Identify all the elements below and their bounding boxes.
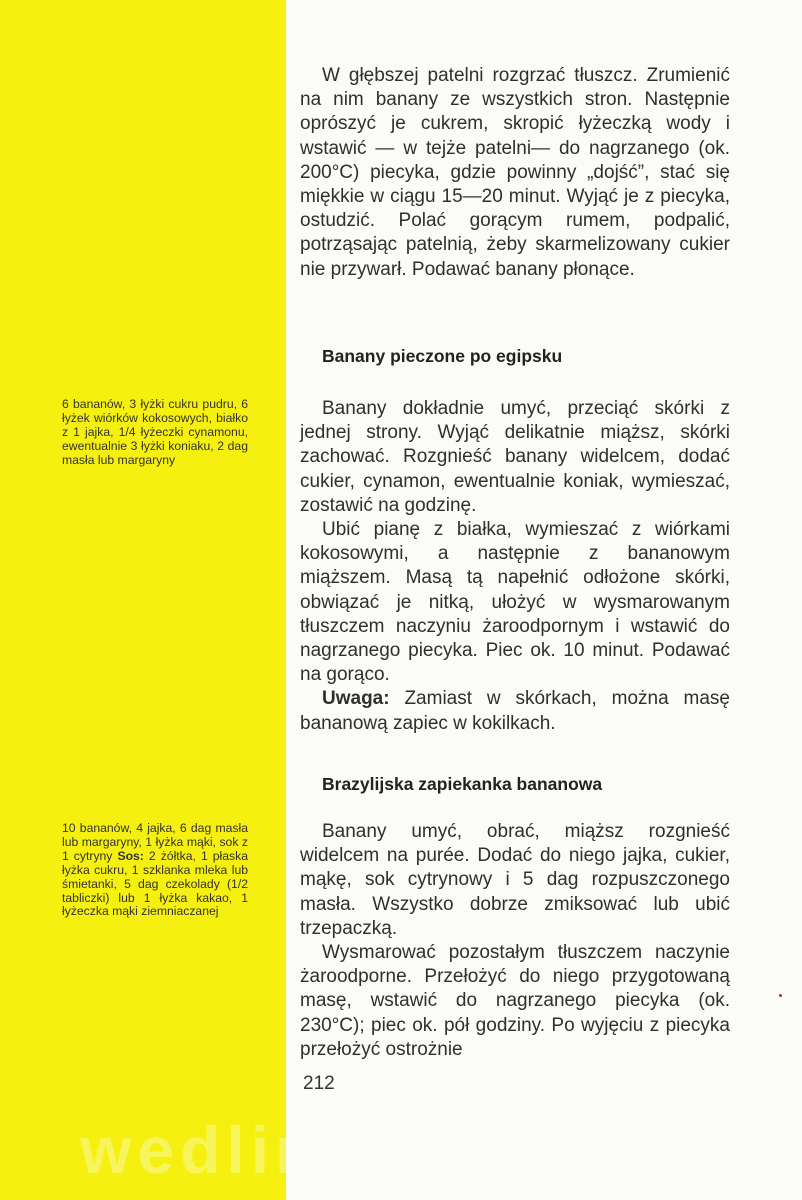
recipe1-ingredients: 6 bananów, 3 łyżki cukru pudru, 6 łyżek wiórków kokosowych, białko z 1 jajka, 1/4 łyżeczki cynamonu, ewentualnie 3 łyżki koniaku, 2 dag masła lub margaryny bbox=[62, 397, 248, 467]
sauce-ingredients: 2 żółtka, 1 płaska łyżka cukru, 1 szklanka mleka lub śmietanki, 5 dag czekolady (1/2 tabliczki) lub 1 łyżka kakao, 1 łyżeczka mąki ziemniaczanej bbox=[62, 848, 248, 919]
recipe2-ingredients-main: 10 bananów, 4 jajka, 6 dag masła lub margaryny, 1 łyżka mąki, sok z 1 cytryny bbox=[62, 821, 248, 863]
intro-paragraph: W głębszej patelni rozgrzać tłuszcz. Zrumienić na nim banany ze wszystkich stron. Następnie oprószyć je cukrem, skropić łyżeczką wody i wstawić — w tejże patelni— do nagrzanego (ok. 200°C) piecyka, gdzie powinny „dojść”, stać się miękkie w ciągu 15—20 minut. Wyjąć je z piecyka, ostudzić. Polać gorącym rumem, podpalić, potrząsając patelnią, żeby skarmelizowany cukier nie przywarł. Podawać banany płonące. bbox=[300, 65, 730, 280]
recipe1-body bbox=[300, 397, 730, 736]
page-number: 212 bbox=[303, 1073, 335, 1094]
recipe1-paragraph-2: Ubić pianę z białka, wymieszać z wiórkami kokosowymi, a następnie z bananowym miąższem. Masą tą napełnić odłożone skórki, obwiązać je nitką, ułożyć w wysmarowanym tłuszczem naczyniu żaroodpornym i wstawić do nagrzanego piecyka. Piec ok. 10 minut. Podawać na gorąco. bbox=[300, 519, 730, 686]
note-text: Zamiast w skórkach, można masę bananową zapiec w kokilkach. bbox=[300, 688, 730, 734]
recipe2-ingredients bbox=[62, 822, 248, 919]
recipe1-paragraph-1: Banany dokładnie umyć, przeciąć skórki z jednej strony. Wyjąć delikatnie miąższ, skórki zachować. Rozgnieść banany widelcem, dodać cukier, cynamon, ewentualnie koniak, wymieszać, zostawić na godzinę. bbox=[300, 398, 730, 516]
intro-section bbox=[300, 64, 730, 282]
margin-dot bbox=[779, 994, 782, 997]
recipe2-paragraph-1: Banany umyć, obrać, miąższ rozgnieść widelcem na purée. Dodać do niego jajka, cukier, mąkę, sok cytrynowy i 5 dag rozpuszczonego masła. Wszystko dobrze zmiksować lub ubić trzepaczką. bbox=[300, 821, 730, 939]
recipe-title-banany-pieczone: Banany pieczone po egipsku bbox=[322, 346, 563, 366]
recipe-title-brazylijska-zapiekanka: Brazylijska zapiekanka bananowa bbox=[322, 774, 603, 794]
recipe2-paragraph-2: Wysmarować pozostałym tłuszczem naczynie żaroodporne. Przełożyć do niego przygotowaną masę, wstawić do nagrzanego piecyka (ok. 230°C); piec ok. pół godziny. Po wyjęciu z piecyka przełożyć ostrożnie bbox=[300, 942, 730, 1060]
sauce-label: Sos: bbox=[117, 848, 144, 863]
watermark: wedlinydomowe.pl bbox=[80, 1113, 763, 1187]
yellow-sidebar bbox=[0, 0, 286, 1200]
recipe2-body bbox=[300, 820, 730, 1062]
note-label: Uwaga: bbox=[322, 688, 390, 710]
recipe1-note bbox=[300, 687, 730, 735]
